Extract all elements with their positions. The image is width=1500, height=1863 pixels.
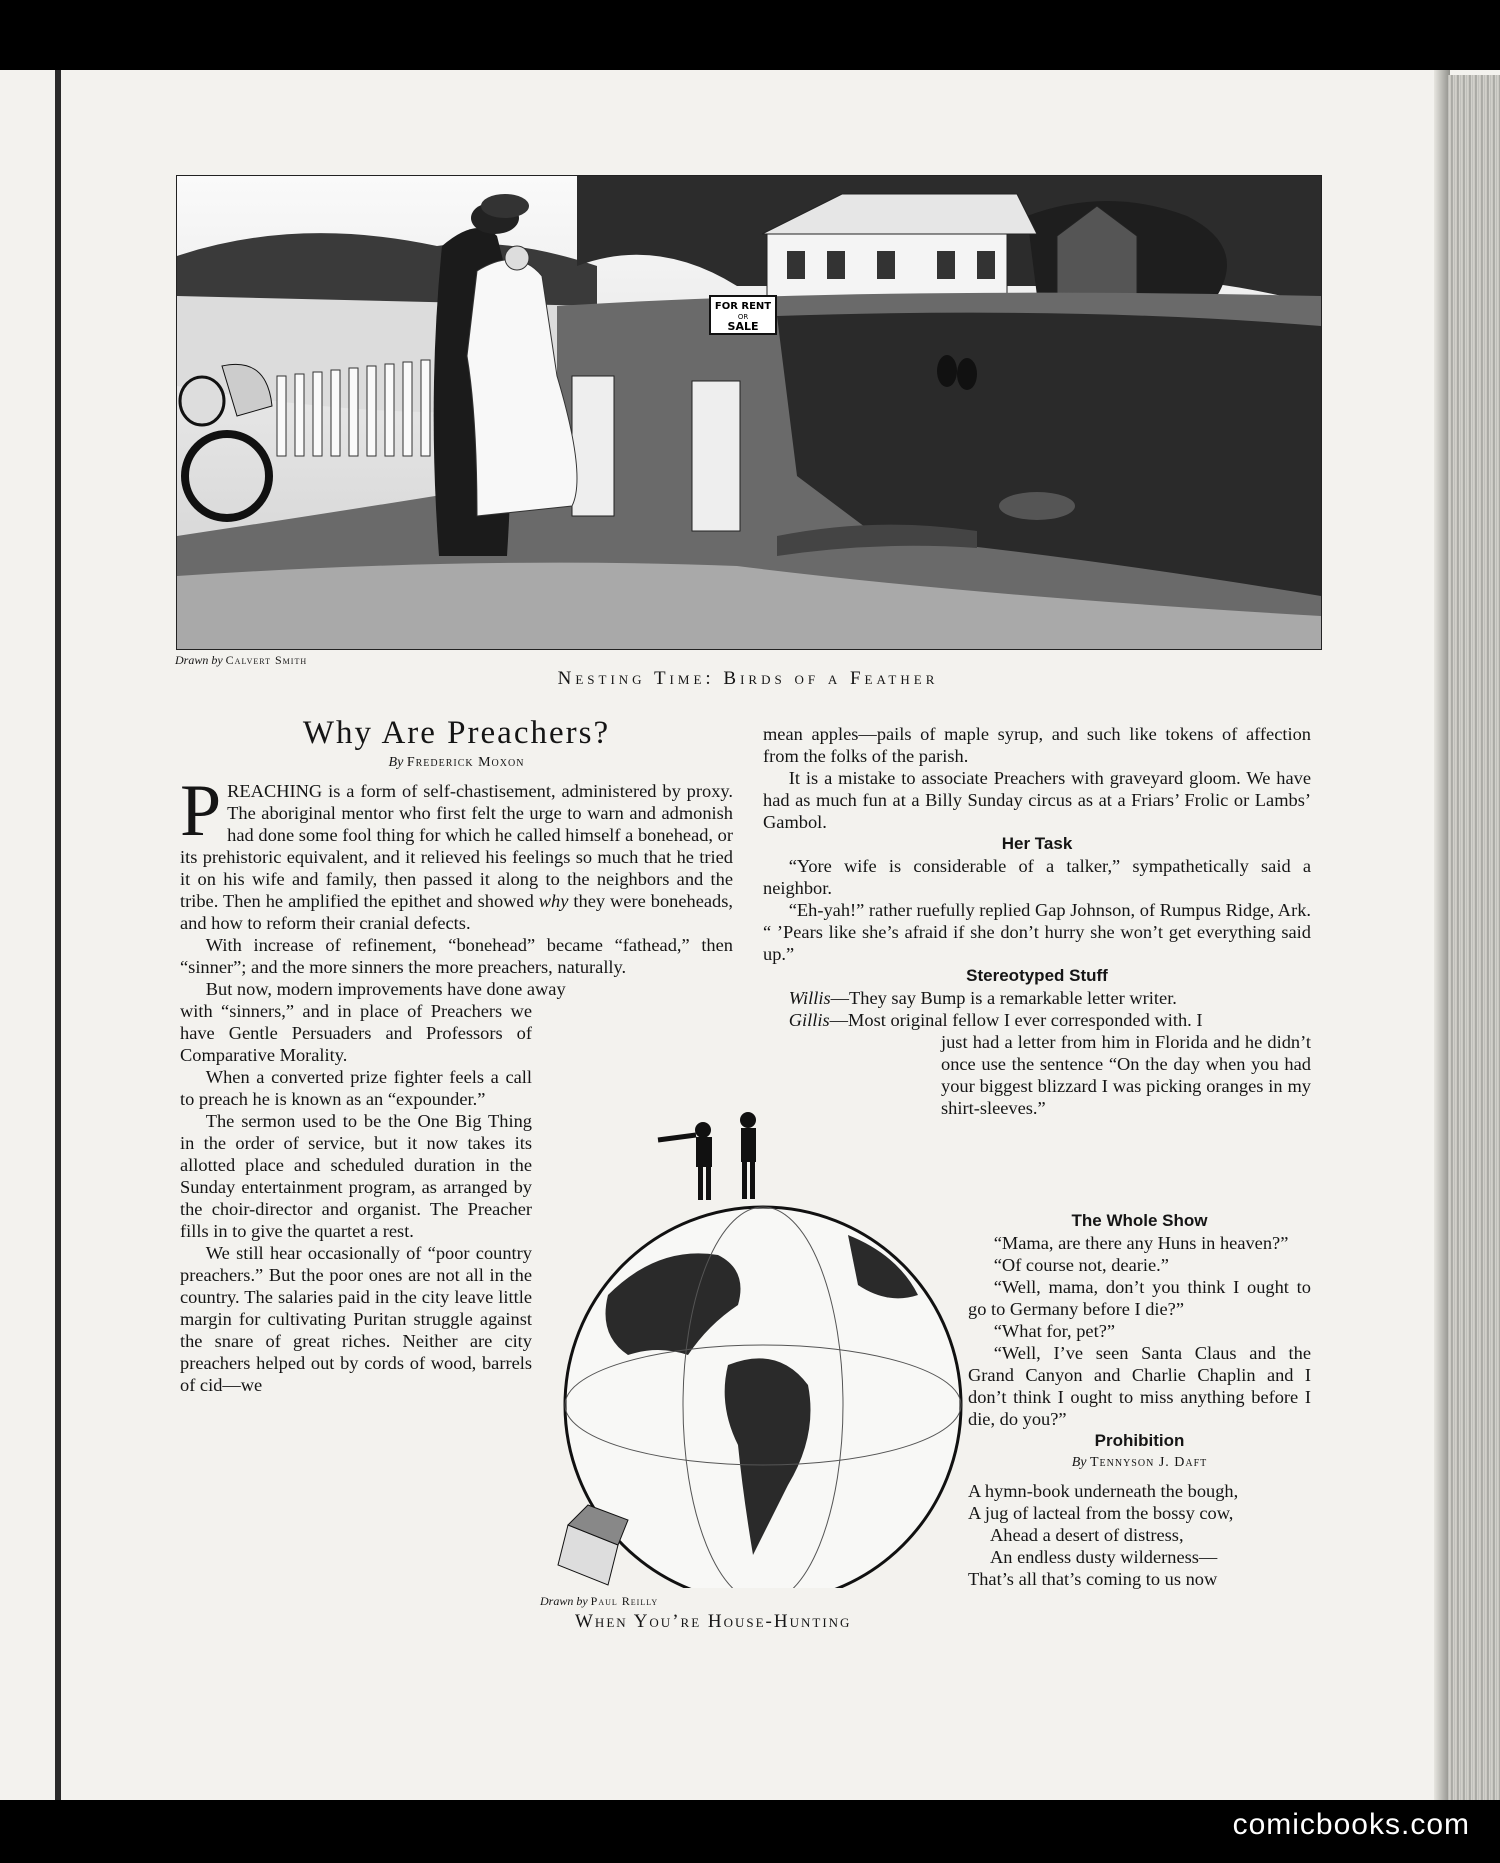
stereotyped-title: Stereotyped Stuff <box>966 966 1108 985</box>
whole-show-line-2: “Of course not, dearie.” <box>993 1255 1169 1275</box>
poem-line: Ahead a desert of distress, <box>990 1525 1184 1545</box>
page-stack-edge <box>1448 75 1500 1800</box>
article-paragraph-3-start: But now, modern improvements have done away <box>205 979 566 999</box>
book-spine <box>55 70 61 1800</box>
svg-text:OR: OR <box>737 313 749 321</box>
prohibition-poem <box>968 1480 1311 1590</box>
her-task-paragraph-1: “Yore wife is considerable of a talker,” sympathetically said a neighbor. <box>763 856 1311 898</box>
poem-line: That’s all that’s coming to us now <box>968 1569 1218 1589</box>
watermark: comicbooks.com <box>1232 1808 1470 1841</box>
top-illustration-credit: Drawn by Calvert Smith <box>175 653 308 667</box>
article-paragraph-3-rest: with “sinners,” and in place of Preachers we have Gentle Persuaders and Professors of Comparative Morality. <box>180 1001 532 1065</box>
prohibition-byline: By Tennyson J. Daft <box>1071 1455 1208 1470</box>
tilted-house <box>558 1505 628 1585</box>
top-illustration-caption: Nesting Time: Birds of a Feather <box>557 668 939 689</box>
gate-post-right <box>692 381 740 531</box>
svg-text:SALE: SALE <box>727 320 759 333</box>
whole-show-line-5: “Well, I’ve seen Santa Claus and the Grand Canyon and Charlie Chaplin and I don’t think I ought to miss anything before I die, do you?” <box>968 1343 1311 1429</box>
globe-illustration <box>548 1095 968 1588</box>
globe-illustration-caption: When You’re House-Hunting <box>575 1611 852 1632</box>
poem-line: A jug of lacteal from the bossy cow, <box>968 1503 1234 1523</box>
drop-cap: P <box>180 770 222 852</box>
whole-show-line-3: “Well, mama, don’t you think I ought to go to Germany before I die?” <box>968 1277 1311 1319</box>
prohibition-title: Prohibition <box>1094 1431 1185 1450</box>
her-task-paragraph-2: “Eh-yah!” rather ruefully replied Gap Johnson, of Rumpus Ridge, Ark. “ ’Pears like she’s afraid if she don’t hurry she won’t get everything said up.” <box>763 900 1311 964</box>
stereotyped-line-2-continued: just had a letter from him in Florida and he didn’t once use the sentence “On the day when you had your biggest blizzard I was picking oranges in my shirt-sleeves.” <box>941 1032 1311 1118</box>
poem-line: An endless dusty wilderness— <box>990 1547 1218 1567</box>
article-paragraph-8: It is a mistake to associate Preachers with graveyard gloom. We have had as much fun at a Billy Sunday circus as at a Friars’ Frolic or Lambs’ Gambol. <box>763 768 1311 832</box>
top-illustration <box>176 175 1322 650</box>
stereotyped-line-1: Willis—They say Bump is a remarkable letter writer. <box>788 988 1177 1008</box>
poem-line: A hymn-book underneath the bough, <box>968 1481 1239 1501</box>
globe-illustration-credit: Drawn by Paul Reilly <box>540 1594 659 1608</box>
her-task-title: Her Task <box>1001 834 1073 853</box>
whole-show-line-4: “What for, pet?” <box>993 1321 1116 1341</box>
article-paragraph-7: mean apples—pails of maple syrup, and such like tokens of affection from the folks of the parish. <box>763 724 1311 766</box>
gate-post-left <box>572 376 614 516</box>
svg-text:FOR RENT: FOR RENT <box>714 301 772 312</box>
narrow-text-block <box>180 1000 532 1396</box>
article-paragraph-4: When a converted prize fighter feels a call to preach he is known as an “expounder.” <box>180 1067 532 1109</box>
article-byline: By Frederick Moxon <box>388 755 525 770</box>
column-right-narrow <box>968 1210 1311 1590</box>
whole-show-title: The Whole Show <box>1071 1211 1208 1230</box>
article-title: Why Are Preachers? <box>302 715 611 751</box>
article-paragraph-5: The sermon used to be the One Big Thing in the order of service, but it now takes its allotted place and scheduled duration in the Sunday entertainment program, as arranged by the choir-director and organist. The Preacher fills in to give the quartet a rest. <box>180 1111 532 1241</box>
picket-fence <box>277 360 430 456</box>
stereotyped-line-2: Gillis—Most original fellow I ever corresponded with. I <box>788 1010 1203 1030</box>
article-paragraph-6: We still hear occasionally of “poor country preachers.” But the poor ones are not all in the country. The salaries paid in the city leave little margin for cultivating Puritan struggle against the snare of great riches. Neither are city preachers helped out by cords of wood, barrels of cid—we <box>180 1243 532 1395</box>
for-rent-sign <box>710 296 776 334</box>
two-figures-with-telescope <box>658 1112 756 1200</box>
whole-show-line-1: “Mama, are there any Huns in heaven?” <box>993 1233 1289 1253</box>
article-paragraph-1: PREACHING is a form of self-chastisement, administered by proxy. The aboriginal mentor who first felt the urge to warn and admonish had done some fool thing for which he called himself a bonehead, or its prehistoric equivalent, and it relieved his feelings so much that he tried it on his wife and family, then passed it along to the neighbors and the tribe. Then he amplified the epithet and showed why they were boneheads, and how to reform their cranial defects. <box>180 770 733 933</box>
article-paragraph-2: With increase of refinement, “bonehead” became “fathead,” then “sinner”; and the more sinners the more preachers, naturally. <box>180 935 733 977</box>
column-right <box>763 723 1311 1119</box>
